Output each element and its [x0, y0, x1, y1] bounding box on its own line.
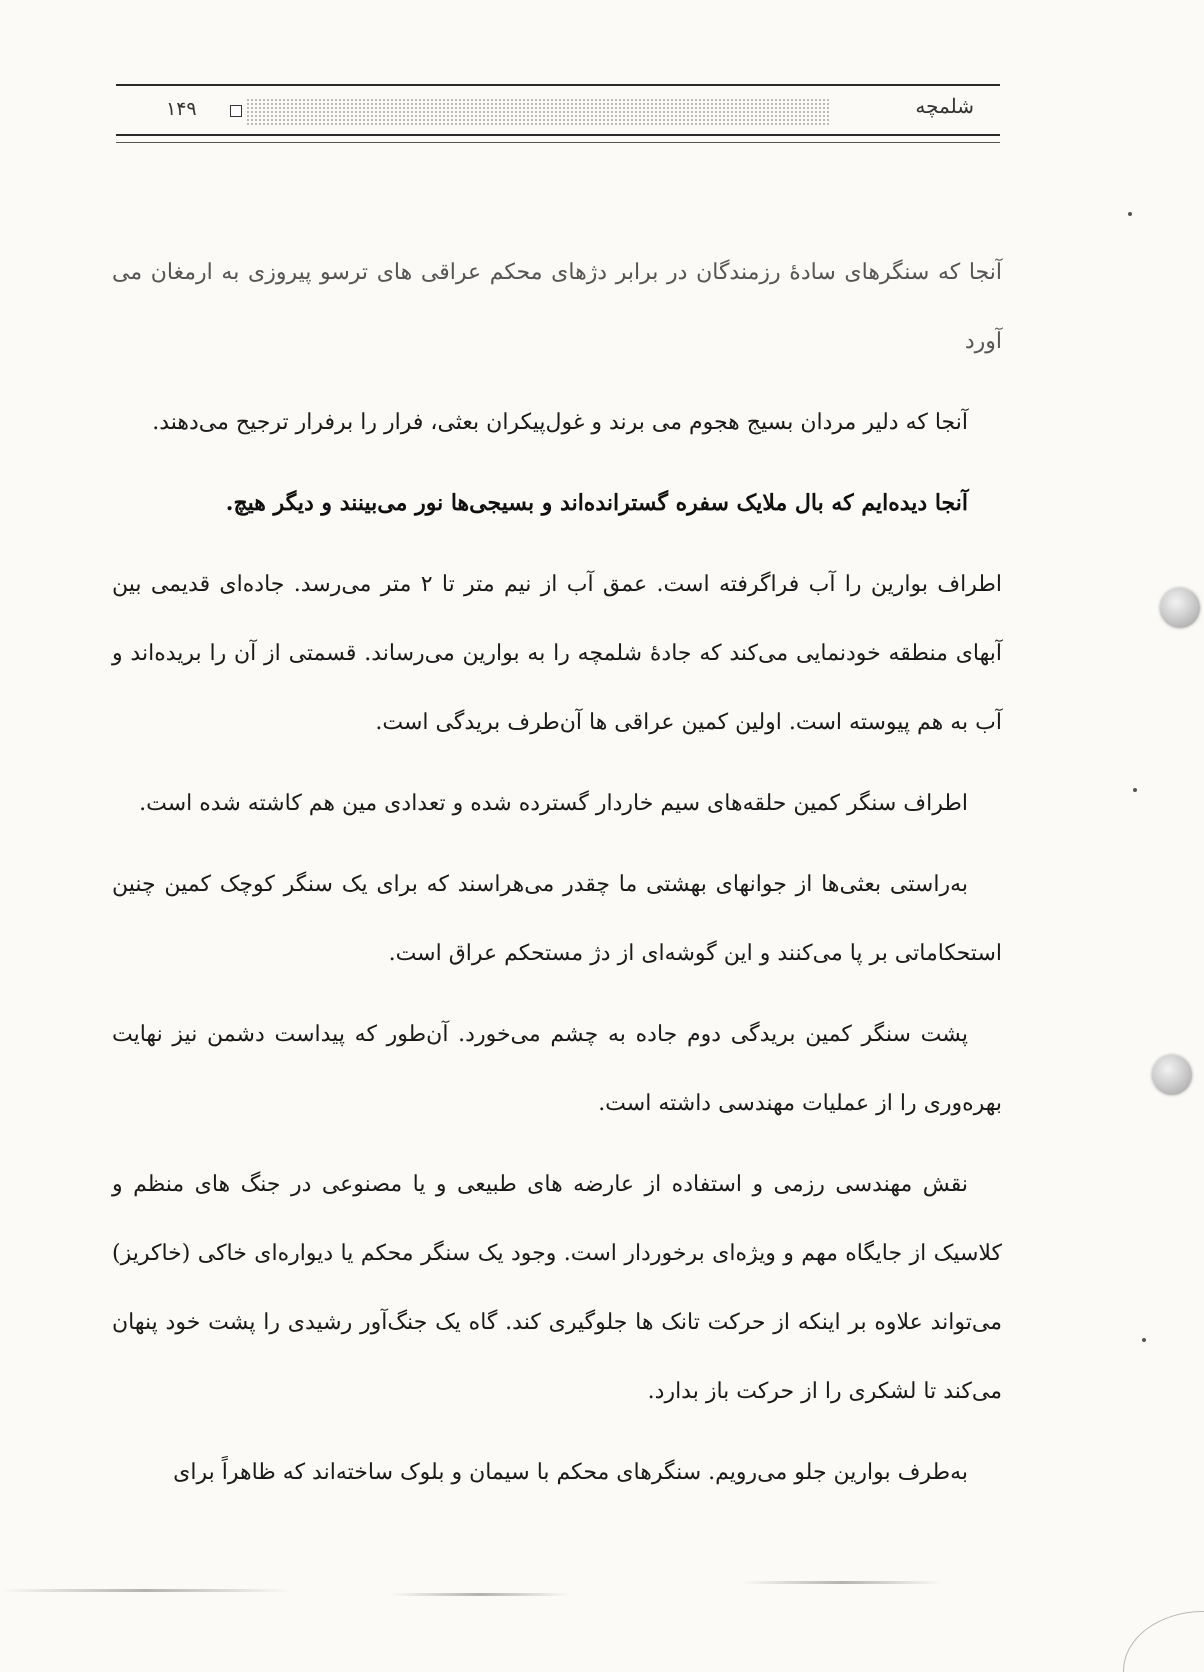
paragraph-9: به‌طرف بوارین جلو می‌رویم. سنگرهای محکم با سیمان و بلوک ساخته‌اند که ظاهراً برای — [173, 1460, 968, 1485]
page-number: ۱۴۹ — [166, 98, 197, 120]
paragraph-3: آنجا دیده‌ایم که بال ملایک سفره گسترانده‌اند و بسیجی‌ها نور می‌بینند و دیگر هیچ. — [225, 490, 968, 516]
body-text — [112, 238, 1002, 1519]
square-icon — [230, 105, 242, 117]
scan-smudge — [0, 1589, 290, 1592]
header-dotted-band — [246, 98, 830, 126]
scan-smudge — [742, 1581, 942, 1584]
page-corner-curl — [1123, 1611, 1204, 1672]
scan-speck — [1133, 788, 1137, 792]
running-header — [116, 78, 1000, 158]
punch-hole-upper — [1160, 588, 1200, 628]
running-title: شلمچه — [915, 94, 974, 118]
paragraph-2: آنجا که دلیر مردان بسیج هجوم می برند و غول‌پیکران بعثی، فرار را برفرار ترجیح می‌دهند. — [152, 410, 968, 435]
paragraph-1: آنجا که سنگرهای سادهٔ رزمندگان در برابر دژهای محکم عراقی های ترسو پیروزی به ارمغان می آورد — [112, 260, 1002, 354]
paragraph-7: پشت سنگر کمین بریدگی دوم جاده به چشم می‌خورد. آن‌طور که پیداست دشمن نیز نهایت بهره‌وری را از عملیات مهندسی داشته است. — [112, 1022, 1002, 1116]
paragraph-8: نقش مهندسی رزمی و استفاده از عارضه های طبیعی و یا مصنوعی در جنگ های منظم و کلاسیک از جایگاه مهم و ویژه‌ای برخوردار است. وجود یک سنگر محکم یا دیواره‌ای خاکی (خاکریز) می‌تواند علاوه بر اینکه از حرکت تانک ها جلوگیری کند. گاه یک جنگ‌آور رشیدی را پشت خود پنهان می‌کند تا لشکری را از حرکت باز بدارد. — [112, 1172, 1002, 1404]
header-bottom-thin-rule — [116, 142, 1000, 143]
paragraph-5: اطراف سنگر کمین حلقه‌های سیم خاردار گسترده شده و تعدادی مین هم کاشته شده است. — [139, 791, 968, 816]
paragraph-4: اطراف بوارین را آب فراگرفته است. عمق آب از نیم متر تا ۲ متر می‌رسد. جاده‌ای قدیمی بین آبهای منطقه خودنمایی می‌کند که جادهٔ شلمچه را به بوارین می‌رساند. قسمتی از آن را بریده‌اند و آب به هم پیوسته است. اولین کمین عراقی ها آن‌طرف بریدگی است. — [112, 572, 1002, 735]
scan-speck — [1128, 212, 1132, 216]
header-bottom-rule — [116, 134, 1000, 136]
scan-smudge — [390, 1593, 570, 1596]
header-top-rule — [116, 84, 1000, 86]
paragraph-6: به‌راستی بعثی‌ها از جوانهای بهشتی ما چقدر می‌هراسند که برای یک سنگر کوچک کمین چنین استحکاماتی بر پا می‌کنند و این گوشه‌ای از دژ مستحکم عراق است. — [112, 872, 1002, 966]
scan-speck — [1142, 1338, 1146, 1342]
punch-hole-lower — [1152, 1055, 1192, 1095]
